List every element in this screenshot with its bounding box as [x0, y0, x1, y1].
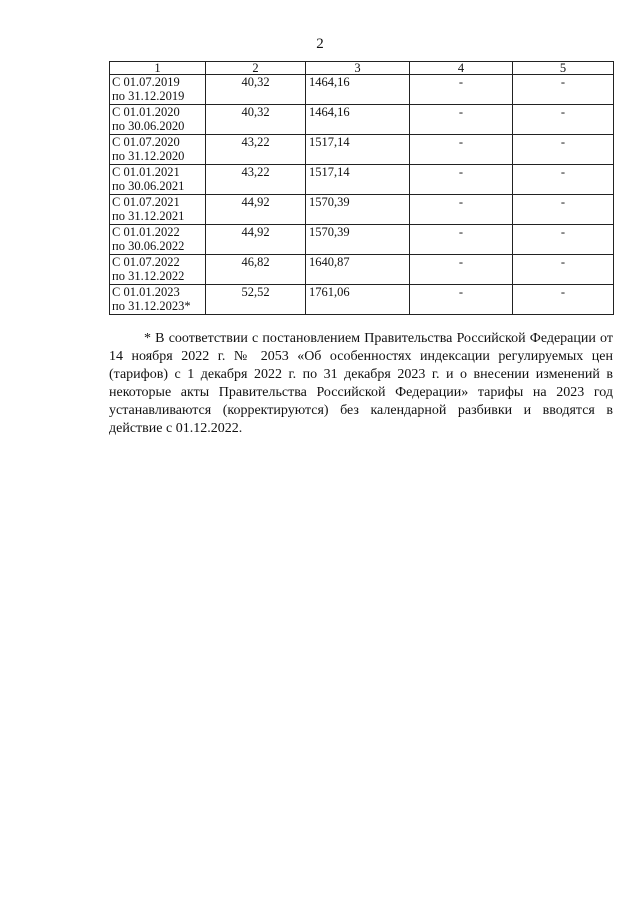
period-to: по 31.12.2021: [112, 209, 185, 223]
table-row: [110, 105, 614, 135]
period-cell: [110, 75, 206, 105]
period-from: С 01.01.2023: [112, 285, 180, 299]
footnote: * В соответствии с постановлением Правительства Российской Федерации от 14 ноября 2022 г. № 2053 «Об особенностях индексации регулируемых цен (тарифов) с 1 декабря 2022 г. по 31 декабря 2023 г. и о внесении изменений в некоторые акты Правительства Российской Федерации» тарифы на 2023 год устанавливаются (корректируются) без календарной разбивки и вводятся в действие с 01.12.2022.: [109, 331, 613, 436]
col2-cell: 43,22: [206, 135, 306, 165]
header-col-4: 4: [410, 62, 513, 75]
table-row: [110, 195, 614, 225]
period-to: по 31.12.2023*: [112, 299, 191, 313]
col4-cell: -: [410, 135, 513, 165]
table-row: [110, 225, 614, 255]
period-from: С 01.07.2022: [112, 255, 180, 269]
period-to: по 30.06.2021: [112, 179, 185, 193]
table-row: [110, 75, 614, 105]
col4-cell: -: [410, 225, 513, 255]
col5-cell: -: [513, 75, 614, 105]
table-row: [110, 135, 614, 165]
header-col-2: 2: [206, 62, 306, 75]
header-col-3: 3: [306, 62, 410, 75]
col5-cell: -: [513, 285, 614, 315]
col3-cell: 1570,39: [306, 225, 410, 255]
period-to: по 31.12.2022: [112, 269, 185, 283]
col3-cell: 1464,16: [306, 75, 410, 105]
col3-cell: 1761,06: [306, 285, 410, 315]
period-cell: [110, 105, 206, 135]
col4-cell: -: [410, 285, 513, 315]
col5-cell: -: [513, 255, 614, 285]
col2-cell: 46,82: [206, 255, 306, 285]
col4-cell: -: [410, 165, 513, 195]
period-from: С 01.07.2021: [112, 195, 180, 209]
period-cell: [110, 195, 206, 225]
period-cell: [110, 225, 206, 255]
col4-cell: -: [410, 195, 513, 225]
col4-cell: -: [410, 75, 513, 105]
col3-cell: 1517,14: [306, 135, 410, 165]
tariff-table: [109, 61, 614, 315]
header-col-5: 5: [513, 62, 614, 75]
col5-cell: -: [513, 105, 614, 135]
header-col-1: 1: [110, 62, 206, 75]
period-cell: [110, 165, 206, 195]
table-row: [110, 165, 614, 195]
col3-cell: 1464,16: [306, 105, 410, 135]
col5-cell: -: [513, 165, 614, 195]
col4-cell: -: [410, 105, 513, 135]
period-cell: [110, 285, 206, 315]
period-to: по 30.06.2022: [112, 239, 185, 253]
table-row: [110, 285, 614, 315]
period-to: по 31.12.2020: [112, 149, 185, 163]
col2-cell: 40,32: [206, 105, 306, 135]
period-to: по 31.12.2019: [112, 89, 185, 103]
period-cell: [110, 255, 206, 285]
period-from: С 01.07.2020: [112, 135, 180, 149]
col2-cell: 44,92: [206, 225, 306, 255]
period-cell: [110, 135, 206, 165]
col5-cell: -: [513, 195, 614, 225]
page-number: 2: [316, 36, 324, 52]
col3-cell: 1517,14: [306, 165, 410, 195]
col5-cell: -: [513, 225, 614, 255]
table-row: [110, 255, 614, 285]
col2-cell: 44,92: [206, 195, 306, 225]
col3-cell: 1640,87: [306, 255, 410, 285]
col4-cell: -: [410, 255, 513, 285]
period-from: С 01.01.2021: [112, 165, 180, 179]
col2-cell: 52,52: [206, 285, 306, 315]
period-from: С 01.01.2022: [112, 225, 180, 239]
period-from: С 01.07.2019: [112, 75, 180, 89]
col5-cell: -: [513, 135, 614, 165]
period-from: С 01.01.2020: [112, 105, 180, 119]
period-to: по 30.06.2020: [112, 119, 185, 133]
table-header-row: [110, 62, 614, 75]
col2-cell: 40,32: [206, 75, 306, 105]
col2-cell: 43,22: [206, 165, 306, 195]
col3-cell: 1570,39: [306, 195, 410, 225]
